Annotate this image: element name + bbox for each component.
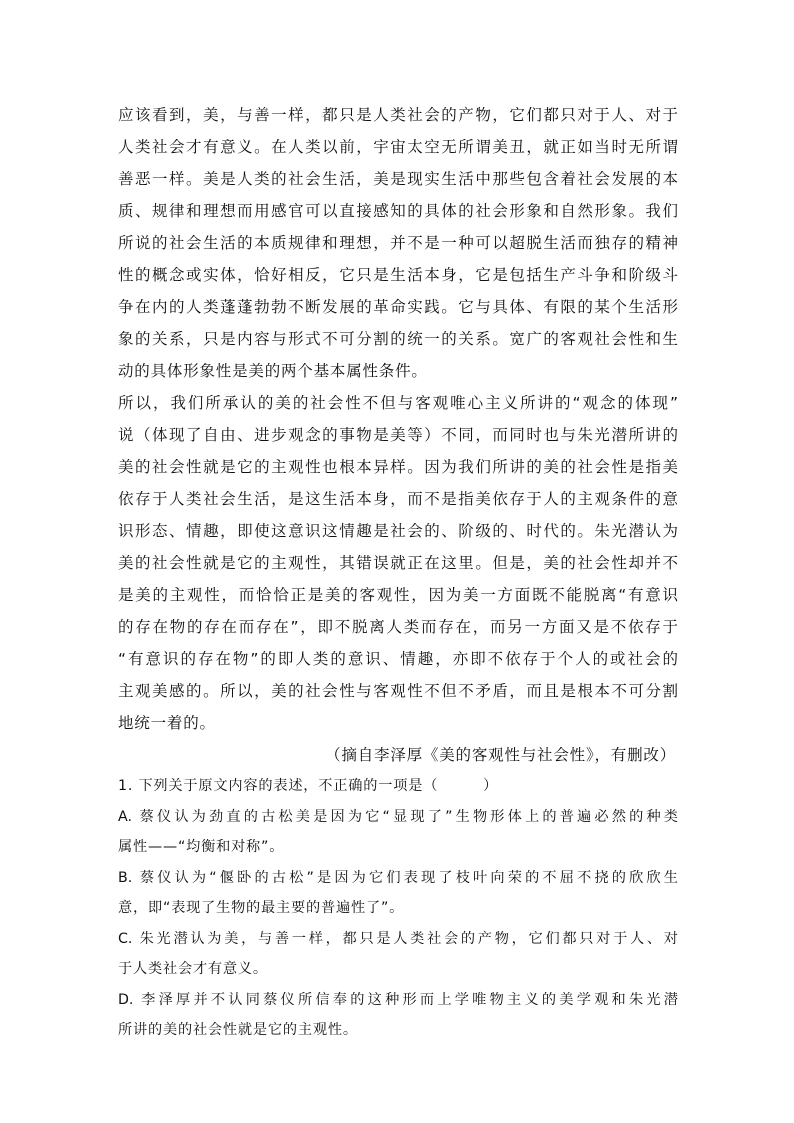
text-line: 美的社会性就是它的主观性，其错误就正在这里。但是，美的社会性却并不 bbox=[118, 554, 678, 572]
text-line: 地统一着的。 bbox=[118, 714, 216, 732]
text-line: 依存于人类社会生活，是这生活本身，而不是指美依存于人的主观条件的意 bbox=[118, 490, 678, 508]
text-line: 善恶一样。美是人类的社会生活，美是现实生活中那些包含着社会发展的本 bbox=[118, 170, 678, 188]
text-line: 的存在物的存在而存在”，即不脱离人类而存在，而另一方面又是不依存于 bbox=[118, 618, 678, 636]
option-a bbox=[118, 802, 678, 863]
text-line: 质、规律和理想而用感官可以直接感知的具体的社会形象和自然形象。我们 bbox=[118, 202, 678, 220]
text-line: 说（体现了自由、进步观念的事物是美等）不同，而同时也与朱光潜所讲的 bbox=[118, 426, 678, 444]
text-line: 是美的主观性，而恰恰正是美的客观性，因为美一方面既不能脱离“有意识 bbox=[118, 586, 678, 604]
text-line: 象的关系，只是内容与形式不可分割的统一的关系。宽广的客观社会性和生 bbox=[118, 330, 678, 348]
option-line: 所讲的美的社会性就是它的主观性。 bbox=[118, 1022, 358, 1038]
text-line: 应该看到，美，与善一样，都只是人类社会的产物，它们都只对于人、对于 bbox=[118, 106, 678, 124]
option-line: 于人类社会才有意义。 bbox=[118, 961, 268, 977]
source-citation: （摘自李泽厚《美的客观性与社会性》，有删改） bbox=[325, 746, 676, 764]
option-line: D. 李泽厚并不认同蔡仪所信奉的这种形而上学唯物主义的美学观和朱光潜 bbox=[118, 991, 678, 1008]
question-stem: 1. 下列关于原文内容的表述，不正确的一项是（ ） bbox=[118, 778, 499, 794]
text-line: 动的具体形象性是美的两个基本属性条件。 bbox=[118, 362, 428, 380]
text-line: 识形态、情趣，即使这意识这情趣是社会的、阶级的、时代的。朱光潜认为 bbox=[118, 522, 678, 540]
question-1 bbox=[118, 771, 678, 1046]
passage-paragraph-1 bbox=[118, 99, 678, 387]
option-line: A. 蔡仪认为劲直的古松美是因为它“显现了”生物形体上的普遍必然的种类 bbox=[118, 808, 678, 825]
option-line: 属性——“均衡和对称”。 bbox=[118, 839, 285, 855]
text-line: 性的概念或实体，恰好相反，它只是生活本身，它是包括生产斗争和阶级斗 bbox=[118, 266, 678, 284]
text-line: “有意识的存在物”的即人类的意识、情趣，亦即不依存于个人的或社会的 bbox=[118, 650, 678, 668]
option-c bbox=[118, 924, 678, 985]
text-line: 人类社会才有意义。在人类以前，宇宙太空无所谓美丑，就正如当时无所谓 bbox=[118, 138, 678, 156]
option-b bbox=[118, 863, 678, 924]
text-line: 所以，我们所承认的美的社会性不但与客观唯心主义所讲的“观念的体现” bbox=[118, 394, 678, 412]
document-page bbox=[118, 99, 678, 1046]
option-line: B. 蔡仪认为“偃卧的古松”是因为它们表现了枝叶向荣的不屈不挠的欣欣生 bbox=[118, 869, 678, 886]
text-line: 主观美感的。所以，美的社会性与客观性不但不矛盾，而且是根本不可分割 bbox=[118, 682, 678, 700]
text-line: 争在内的人类蓬蓬勃勃不断发展的革命实践。它与具体、有限的某个生活形 bbox=[118, 298, 678, 316]
text-line: 所说的社会生活的本质规律和理想，并不是一种可以超脱生活而独存的精神 bbox=[118, 234, 678, 252]
option-line: C. 朱光潜认为美，与善一样，都只是人类社会的产物，它们都只对于人、对 bbox=[118, 930, 678, 947]
option-line: 意，即“表现了生物的最主要的普遍性了”。 bbox=[118, 900, 405, 916]
text-line: 美的社会性就是它的主观性也根本异样。因为我们所讲的美的社会性是指美 bbox=[118, 458, 678, 476]
option-d bbox=[118, 985, 678, 1046]
passage-paragraph-2 bbox=[118, 387, 678, 739]
